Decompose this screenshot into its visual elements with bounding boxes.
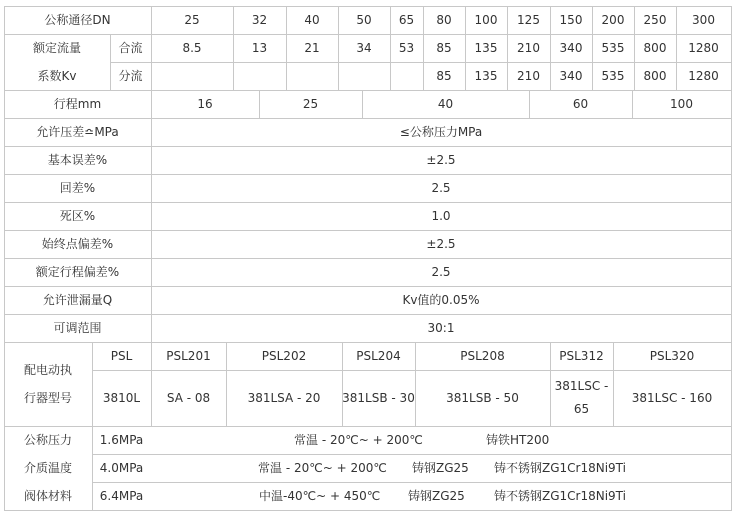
spec-row-value: ≤公称压力MPa	[399, 125, 483, 139]
spec-row-label: 始终点偏差%	[41, 237, 114, 251]
diverging-kv-value: 135	[474, 69, 498, 83]
actuator-series: PSL320	[649, 349, 695, 363]
actuator-model: 381LSA - 20	[247, 391, 321, 405]
diverging-kv-value: 800	[643, 69, 667, 83]
spec-row-label: 额定行程偏差%	[35, 265, 120, 279]
combined-kv-value: 1280	[688, 41, 719, 55]
diverging-kv-value	[286, 62, 338, 90]
spec-row-value: 30:1	[427, 321, 455, 335]
dn-value: 250	[643, 13, 667, 27]
dn-value: 80	[436, 13, 452, 27]
pressure-section-label: 介质温度	[23, 461, 72, 475]
actuator-model: 381LSB - 30	[342, 391, 415, 405]
stroke-value: 60	[572, 97, 589, 111]
spec-row-label: 允许泄漏量Q	[42, 293, 113, 307]
combined-kv-value: 13	[251, 41, 268, 55]
body-material: 铸不锈钢ZG1Cr18Ni9Ti	[494, 461, 626, 475]
stroke-value: 40	[437, 97, 454, 111]
spec-row-value: 1.0	[431, 209, 451, 223]
body-material: 铸铁HT200	[486, 433, 550, 447]
stroke-value: 25	[302, 97, 319, 111]
spec-row-value: 2.5	[431, 181, 451, 195]
medium-temperature: 常温 - 20℃~ + 200℃	[294, 433, 423, 447]
actuator-label: 行器型号	[23, 391, 72, 405]
dn-value: 65	[398, 13, 415, 27]
actuator-series: PSL	[110, 349, 133, 363]
actuator-model: 381LSB - 50	[446, 391, 519, 405]
table-border	[731, 6, 732, 511]
rated-flow-label: 系数Kv	[37, 69, 77, 83]
rated-flow-label: 额定流量	[32, 41, 81, 55]
combined-kv-value: 53	[398, 41, 415, 55]
diverging-kv-value: 1280	[688, 69, 719, 83]
nominal-diameter-label: 公称通径DN	[44, 13, 111, 27]
actuator-model: 3810L	[102, 391, 141, 405]
diverging-kv-value	[233, 62, 286, 90]
spec-row-value: 2.5	[431, 265, 451, 279]
combined-kv-value: 85	[436, 41, 452, 55]
dn-value: 200	[601, 13, 625, 27]
actuator-series: PSL208	[460, 349, 505, 363]
combined-kv-value: 340	[559, 41, 583, 55]
combined-kv-value: 800	[643, 41, 667, 55]
dn-value: 150	[559, 13, 583, 27]
pressure-section-label: 公称压力	[23, 433, 72, 447]
combined-kv-value: 535	[601, 41, 625, 55]
actuator-model: SA - 08	[166, 391, 211, 405]
diverging-kv-value	[338, 62, 390, 90]
actuator-series: PSL204	[356, 349, 401, 363]
table-border	[4, 510, 732, 511]
dn-value: 32	[251, 13, 268, 27]
dn-value: 40	[304, 13, 320, 27]
actuator-model: 381LSC - 65	[554, 379, 609, 416]
pressure-rating: 4.0MPa	[99, 461, 144, 475]
pressure-rating: 6.4MPa	[99, 489, 144, 503]
combined-kv-value: 34	[356, 41, 372, 55]
spec-row-label: 允许压差≏MPa	[36, 125, 119, 139]
diverging-kv-value	[151, 62, 233, 90]
spec-row-label: 回差%	[59, 181, 96, 195]
spec-row-value: Kv值的0.05%	[402, 293, 480, 307]
pressure-rating: 1.6MPa	[99, 433, 144, 447]
diverging-kv-value: 535	[601, 69, 625, 83]
diverging-kv-value: 85	[436, 69, 452, 83]
combined-kv-value: 135	[474, 41, 498, 55]
valve-spec-table	[4, 6, 732, 511]
spec-row-label: 可调范围	[53, 321, 102, 335]
body-material: 铸钢ZG25	[408, 489, 465, 503]
spec-row-value: ±2.5	[426, 237, 456, 251]
diverging-kv-value: 210	[517, 69, 540, 83]
actuator-model: 381LSC - 160	[631, 391, 713, 405]
body-material: 铸不锈钢ZG1Cr18Ni9Ti	[494, 489, 626, 503]
medium-temperature: 常温 - 20℃~ + 200℃	[258, 461, 387, 475]
spec-row-label: 基本误差%	[47, 153, 108, 167]
actuator-series: PSL201	[166, 349, 211, 363]
dn-value: 25	[184, 13, 200, 27]
diverging-kv-value	[390, 62, 423, 90]
diverging-flow-label: 分流	[118, 69, 143, 83]
body-material: 铸钢ZG25	[412, 461, 469, 475]
stroke-label: 行程mm	[53, 97, 102, 111]
actuator-series: PSL312	[559, 349, 604, 363]
spec-row-label: 死区%	[59, 209, 96, 223]
spec-row-value: ±2.5	[426, 153, 456, 167]
dn-value: 100	[474, 13, 498, 27]
dn-value: 125	[517, 13, 540, 27]
pressure-section-label: 阀体材料	[23, 489, 72, 503]
stroke-value: 16	[197, 97, 213, 111]
combined-kv-value: 210	[517, 41, 540, 55]
dn-value: 300	[692, 13, 715, 27]
medium-temperature: 中温-40℃~ + 450℃	[259, 489, 381, 503]
combined-flow-label: 合流	[118, 41, 143, 55]
actuator-series: PSL202	[261, 349, 307, 363]
diverging-kv-value: 340	[559, 69, 583, 83]
actuator-label: 配电动执	[23, 363, 72, 377]
combined-kv-value: 21	[304, 41, 320, 55]
combined-kv-value: 8.5	[182, 41, 202, 55]
stroke-value: 100	[670, 97, 693, 111]
dn-value: 50	[356, 13, 372, 27]
